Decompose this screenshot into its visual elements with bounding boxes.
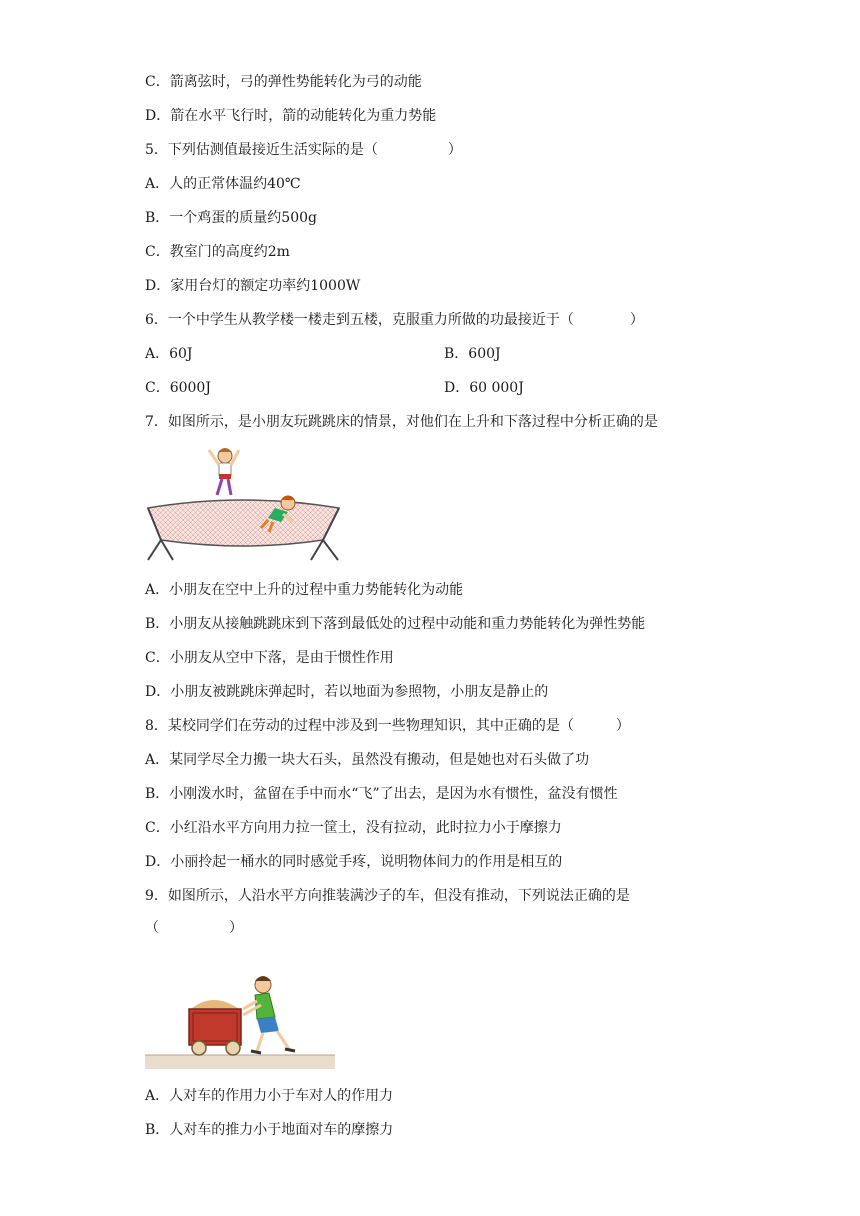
q6-option-d: D．60 000J xyxy=(444,380,524,396)
q8-stem: 8．某校同学们在劳动的过程中涉及到一些物理知识，其中正确的是（ ） xyxy=(145,718,630,734)
q5-option-d: D．家用台灯的额定功率约1000W xyxy=(145,278,361,294)
q8-option-d: D．小丽拎起一桶水的同时感觉手疼，说明物体间力的作用是相互的 xyxy=(145,854,563,870)
q6-option-c: C．6000J xyxy=(145,380,211,396)
q5-option-c: C．教室门的高度约2m xyxy=(145,244,290,260)
sand-cart-figure xyxy=(143,965,338,1075)
q7-stem: 7．如图所示，是小朋友玩跳跳床的情景，对他们在上升和下落过程中分析正确的是 xyxy=(145,414,658,430)
q5-stem: 5．下列估测值最接近生活实际的是（ ） xyxy=(145,142,462,158)
q7-option-a: A．小朋友在空中上升的过程中重力势能转化为动能 xyxy=(145,582,464,598)
q8-option-c: C．小红沿水平方向用力拉一筐土，没有拉动，此时拉力小于摩擦力 xyxy=(145,820,562,836)
q8-option-b: B．小刚泼水时，盆留在手中而水“飞”了出去，是因为水有惯性，盆没有惯性 xyxy=(145,786,618,802)
q6-stem: 6．一个中学生从教学楼一楼走到五楼，克服重力所做的功最接近于（ ） xyxy=(145,312,644,328)
trampoline-figure xyxy=(143,440,343,570)
q9-option-b: B．人对车的推力小于地面对车的摩擦力 xyxy=(145,1122,394,1138)
q5-option-a: A．人的正常体温约40℃ xyxy=(145,176,301,192)
q6-option-b: B．600J xyxy=(444,346,501,362)
q5-option-b: B．一个鸡蛋的质量约500g xyxy=(145,210,317,226)
q7-option-c: C．小朋友从空中下落，是由于惯性作用 xyxy=(145,650,394,666)
q4-option-d: D．箭在水平飞行时，箭的动能转化为重力势能 xyxy=(145,108,437,124)
q7-option-d: D．小朋友被跳跳床弹起时，若以地面为参照物，小朋友是静止的 xyxy=(145,684,549,700)
q8-option-a: A．某同学尽全力搬一块大石头，虽然没有搬动，但是她也对石头做了功 xyxy=(145,752,590,768)
q9-answer-parentheses: （ ） xyxy=(145,920,243,936)
q9-option-a: A．人对车的作用力小于车对人的作用力 xyxy=(145,1088,394,1104)
q9-stem: 9．如图所示，人沿水平方向推装满沙子的车，但没有推动，下列说法正确的是 xyxy=(145,888,630,904)
q6-option-a: A．60J xyxy=(145,346,193,362)
jumping-child xyxy=(209,448,239,495)
q7-option-b: B．小朋友从接触跳跳床到下落到最低处的过程中动能和重力势能转化为弹性势能 xyxy=(145,616,646,632)
pushing-person xyxy=(243,976,295,1053)
q4-option-c: C．箭离弦时，弓的弹性势能转化为弓的动能 xyxy=(145,74,422,90)
